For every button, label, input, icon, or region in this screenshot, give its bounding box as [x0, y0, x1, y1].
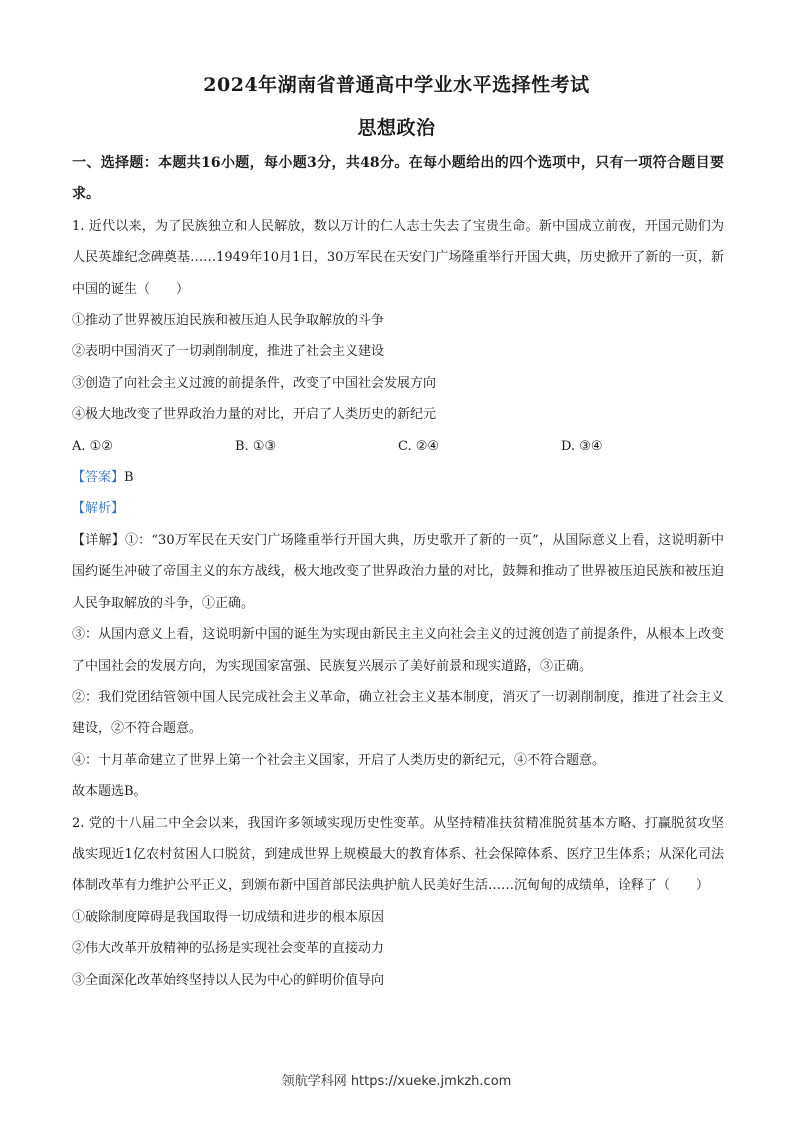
- detail-conclusion: 故本题选B。: [72, 784, 147, 800]
- answer-value: B: [124, 470, 134, 486]
- question-2-stem: 2. 党的十八届二中全会以来，我国许多领域实现历史性变革。从坚持精准扶贫精准脱贫基本方略、打赢脱贫攻坚战实现近1亿农村贫困人口脱贫，到建成世界上规模最大的教育体系、社会保障体系、医疗卫生体系；从深化司法体制改革有力维护公平正义，到颁布新中国首部民法典护航人民美好生活……沉甸甸的成绩单，诠释了（ ）: [72, 815, 724, 894]
- page-footer: 领航学科网 https://xueke.jmkzh.com: [281, 1074, 512, 1089]
- question-1-item: ③创造了向社会主义过渡的前提条件，改变了中国社会发展方向: [72, 375, 437, 391]
- detail-paragraph: ③：从国内意义上看，这说明新中国的诞生为实现由新民主主义向社会主义的过渡创造了前提条件，从根本上改变了中国社会的发展方向，为实现国家富强、民族复兴展示了美好前景和现实道路，③正确。: [72, 627, 724, 674]
- detail-paragraph: [72, 525, 724, 619]
- question-1-item: ④极大地改变了世界政治力量的对比，开启了人类历史的新纪元: [72, 407, 437, 423]
- page-title: 2024年湖南省普通高中学业水平选择性考试: [203, 74, 590, 96]
- detail-paragraph: ④：十月革命建立了世界上第一个社会主义国家，开启了人类历史的新纪元，④不符合题意。: [72, 752, 606, 768]
- question-2-item: ①破除制度障碍是我国取得一切成绩和进步的根本原因: [72, 909, 385, 925]
- detail-paragraph: ②：我们党团结管领中国人民完成社会主义革命，确立社会主义基本制度，消灭了一切剥削制度，推进了社会主义建设，②不符合题意。: [72, 689, 724, 737]
- page-subtitle: 思想政治: [357, 117, 436, 139]
- section-heading: 一、选择题：本题共16小题，每小题3分，共48分。在每小题给出的四个选项中，只有一项符合题目要求。: [72, 155, 724, 203]
- document-body: [72, 148, 724, 996]
- option-b: B. ①③: [235, 438, 277, 454]
- option-d: D. ③④: [561, 438, 603, 454]
- option-a: A. ①②: [72, 438, 113, 454]
- question-1-item: ①推动了世界被压迫民族和被压迫人民争取解放的斗争: [72, 313, 385, 329]
- question-2-item: ③全面深化改革始终坚持以人民为中心的鲜明价值导向: [72, 972, 385, 988]
- analysis-tag: 【解析】: [72, 501, 125, 517]
- question-2-item: ②伟大改革开放精神的弘扬是实现社会变革的直接动力: [72, 941, 385, 957]
- detail-text: ①：“30万军民在天安门广场隆重举行开国大典，历史歌开了新的一页”，从国际意义上看，这说明新中国约诞生冲破了帝国主义的东方战线，极大地改变了世界政治力量的对比，鼓舞和推动了世界被压迫民族和被压迫人民争取解放的斗争，①正确。: [72, 532, 724, 611]
- detail-tag: 【详解】: [72, 532, 125, 548]
- question-1-stem: 1. 近代以来，为了民族独立和人民解放，数以万计的仁人志士失去了宝贵生命。新中国成立前夜，开国元勋们为人民英雄纪念碑奠基……1949年10月1日，30万军民在天安门广场隆重举行开国大典，历史掀开了新的一页，新中国的诞生（ ）: [72, 218, 724, 297]
- question-1-item: ②表明中国消灭了一切剥削制度，推进了社会主义建设: [72, 344, 385, 360]
- question-1-options: [72, 431, 724, 462]
- option-c: C. ②④: [398, 438, 440, 454]
- answer-tag: 【答案】: [72, 470, 125, 486]
- answer-line: [72, 462, 724, 493]
